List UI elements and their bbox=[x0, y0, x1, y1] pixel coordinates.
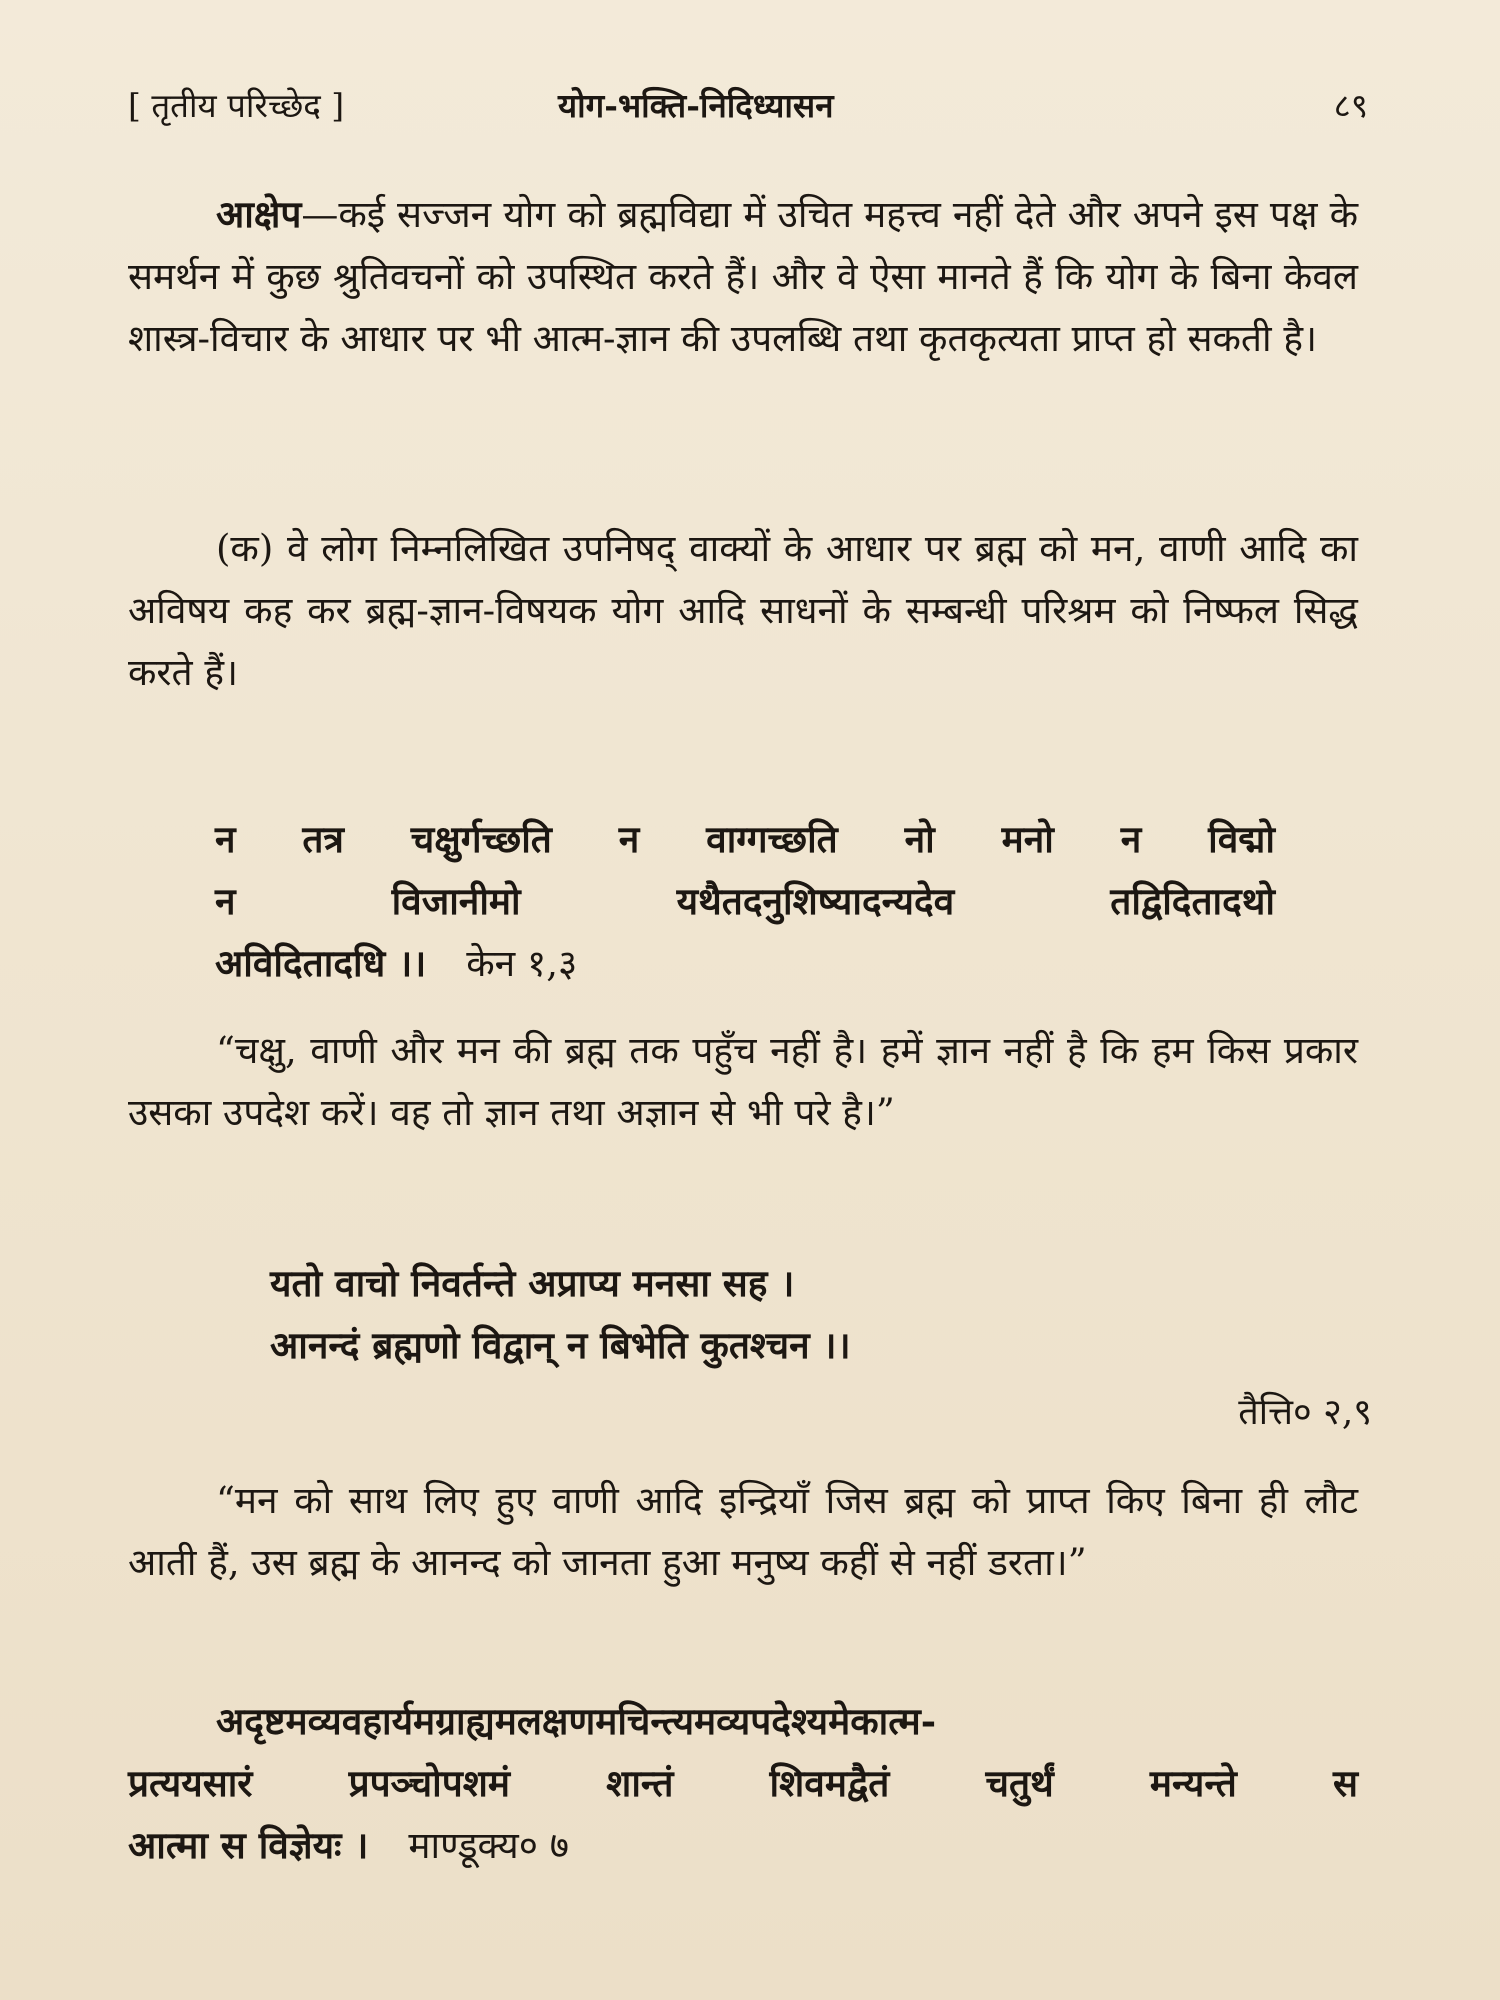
mandukya-verse-line-3: आत्मा स विज्ञेयः । bbox=[128, 1823, 369, 1867]
upanishad-intro-paragraph bbox=[128, 518, 1358, 704]
kena-verse-line-3: अविदितादधि ।। bbox=[215, 941, 427, 985]
taittiriya-verse bbox=[270, 1252, 1210, 1376]
kena-verse-line-1: न तत्र चक्षुर्गच्छति न वाग्गच्छति नो मनो न विद्मो bbox=[215, 817, 1275, 861]
mandukya-verse bbox=[128, 1690, 1358, 1877]
mandukya-verse-line-3-wrap bbox=[128, 1814, 1358, 1877]
upanishad-intro-text: (क) वे लोग निम्नलिखित उपनिषद् वाक्यों के आधार पर ब्रह्म को मन, वाणी आदि का अविषय कह कर ब्रह्म-ज्ञान-विषयक योग आदि साधनों के सम्बन्धी परिश्रम को निष्फल सिद्ध करते हैं। bbox=[128, 527, 1358, 694]
kena-verse-line-2: न विजानीमो यथैतदनुशिष्यादन्यदेव तद्विदितादथो bbox=[215, 879, 1275, 923]
kena-translation bbox=[128, 1020, 1358, 1144]
taittiriya-reference: तैत्ति० २,९ bbox=[1238, 1392, 1372, 1433]
kena-translation-text: “चक्षु, वाणी और मन की ब्रह्म तक पहुँच नहीं है। हमें ज्ञान नहीं है कि हम किस प्रकार उसका उपदेश करें। वह तो ज्ञान तथा अज्ञान से भी परे है।” bbox=[128, 1029, 1358, 1134]
taittiriya-translation bbox=[128, 1470, 1358, 1594]
kena-verse bbox=[215, 808, 1275, 995]
chapter-label: [ तृतीय परिच्छेद ] bbox=[128, 86, 345, 125]
objection-text: —कई सज्जन योग को ब्रह्मविद्या में उचित महत्त्व नहीं देते और अपने इस पक्ष के समर्थन में कुछ श्रुतिवचनों को उपस्थित करते हैं। और वे ऐसा मानते हैं कि योग के बिना केवल शास्त्र-विचार के आधार पर भी आत्म-ज्ञान की उपलब्धि तथा कृतकृत्यता प्राप्त हो सकती है। bbox=[128, 193, 1358, 360]
taittiriya-verse-line-2: आनन्दं ब्रह्मणो विद्वान् न बिभेति कुतश्चन ।। bbox=[270, 1323, 851, 1367]
kena-reference: केन १,३ bbox=[466, 942, 578, 985]
kena-verse-line-3-wrap bbox=[215, 932, 1275, 995]
page-title: योग-भक्ति-निदिध्यासन bbox=[558, 86, 834, 125]
mandukya-reference: माण्डूक्य० ७ bbox=[408, 1824, 569, 1867]
objection-paragraph bbox=[128, 183, 1358, 370]
page-number: ८९ bbox=[1333, 86, 1368, 125]
mandukya-verse-line-2: प्रत्ययसारं प्रपञ्चोपशमं शान्तं शिवमद्वैतं चतुर्थं मन्यन्ते स bbox=[128, 1761, 1358, 1805]
taittiriya-verse-line-1: यतो वाचो निवर्तन्ते अप्राप्य मनसा सह । bbox=[270, 1261, 795, 1305]
taittiriya-translation-text: “मन को साथ लिए हुए वाणी आदि इन्द्रियाँ जिस ब्रह्म को प्राप्त किए बिना ही लौट आती हैं, उस ब्रह्म के आनन्द को जानता हुआ मनुष्य कहीं से नहीं डरता।” bbox=[128, 1479, 1358, 1584]
objection-lead: आक्षेप bbox=[216, 192, 302, 236]
mandukya-verse-line-1: अदृष्टमव्यवहार्यमग्राह्यमलक्षणमचिन्त्यमव्यपदेश्यमेकात्म- bbox=[216, 1699, 937, 1743]
running-header bbox=[128, 78, 1368, 134]
